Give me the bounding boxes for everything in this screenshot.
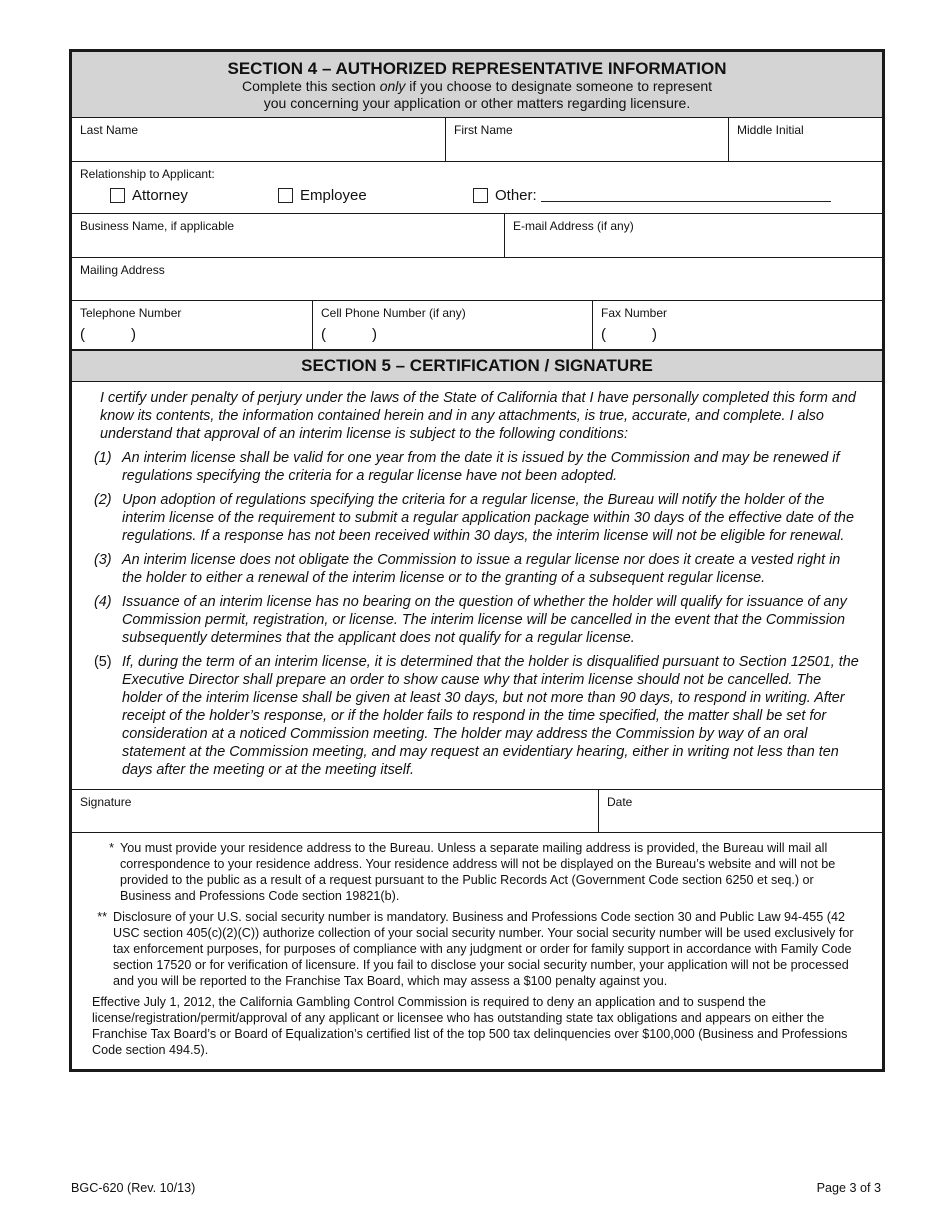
business-name-label: Business Name, if applicable [80, 219, 235, 233]
middle-initial-label: Middle Initial [737, 123, 804, 137]
section5-title: SECTION 5 – CERTIFICATION / SIGNATURE [301, 356, 653, 375]
email-label: E-mail Address (if any) [513, 219, 634, 233]
certification-intro: I certify under penalty of perjury under the laws of the State of California that I have personally completed this form and know its contents, the information contained herein and in any attachments, is true, accurate, and complete. I also understand that approval of an interim license is subject to the following conditions: [100, 390, 856, 442]
email-field[interactable] [505, 214, 882, 257]
condition-text: Issuance of an interim license has no bearing on the question of whether the holder will qualify for issuance of any Commission permit, registration, or license. The interim license will be cancelled in the event that the Commission subsequently determines that the applicant does not qualify for a regular license. [122, 594, 847, 646]
condition-number: (2) [94, 492, 112, 508]
condition-number: (4) [94, 594, 112, 610]
employee-checkbox[interactable] [278, 188, 293, 203]
condition-item [94, 449, 862, 485]
date-field[interactable] [599, 790, 882, 832]
relationship-options [80, 187, 874, 208]
cell-phone-area-code [321, 326, 584, 343]
phone-row [72, 301, 882, 349]
relationship-label: Relationship to Applicant: [80, 167, 215, 181]
telephone-label: Telephone Number [80, 306, 182, 320]
section4-subtitle-post: if you choose to designate someone to represent [405, 78, 713, 94]
condition-text: Upon adoption of regulations specifying the criteria for a regular license, the Bureau will notify the holder of the interim license of the requirement to submit a regular application package within 30 days of the effective date of the regulations. If a response has not been received within 30 days, the interim license will not be eligible for renewal. [122, 492, 854, 544]
condition-item [94, 653, 862, 779]
footnote-text: You must provide your residence address to the Bureau. Unless a separate mailing address is provided, the Bureau will mail all correspondence to your residence address. Your residence address will not be displayed on the Bureau’s website and will not be provided to the public as a result of a request pursuant to the Public Records Act (Government Code section 6250 et seq.) or Business and Professions Code section 19821(b). [120, 841, 836, 903]
first-name-field[interactable] [446, 118, 729, 161]
footnote-text: Effective July 1, 2012, the California Gambling Control Commission is required to deny an application and to suspend the license/registration/permit/approval of any applicant or licensee who has outstanding state tax obligations and appears on either the Franchise Tax Board’s or Board of Equalization’s certified list of the top 500 tax delinquencies over $100,000 (Business and Professions Code section 494.5). [92, 995, 848, 1057]
signature-field[interactable] [72, 790, 599, 832]
mailing-address-label: Mailing Address [80, 263, 165, 277]
telephone-paren-close: ) [131, 326, 136, 343]
other-input-line[interactable] [541, 189, 831, 202]
telephone-paren-open: ( [80, 326, 85, 343]
fax-label: Fax Number [601, 306, 668, 320]
section4-subtitle-em: only [379, 78, 406, 94]
condition-text: An interim license does not obligate the Commission to issue a regular license nor does it create a vested right in the holder to either a renewal of the interim license or to the granting of a subsequent regular license. [122, 552, 841, 586]
first-name-label: First Name [454, 123, 513, 137]
mailing-row [72, 258, 882, 301]
certification-text [72, 382, 882, 790]
cell-phone-field[interactable] [313, 301, 593, 349]
footnote-tax [92, 994, 854, 1058]
telephone-area-code [80, 326, 304, 343]
footnotes [72, 833, 882, 1069]
condition-number: (3) [94, 552, 112, 568]
cell-phone-label: Cell Phone Number (if any) [321, 306, 466, 320]
telephone-field[interactable] [72, 301, 313, 349]
employee-label: Employee [300, 187, 367, 204]
fax-area-code [601, 326, 874, 343]
last-name-field[interactable] [72, 118, 446, 161]
condition-text: If, during the term of an interim license, it is determined that the holder is disqualified pursuant to Section 12501, the Executive Director shall prepare an order to show cause why that interim license should not be cancelled. The holder of the interim license shall be given at least 30 days, but not more than 90 days, to respond in writing. After receipt of the holder’s response, or if the holder fails to respond in the time specified, the matter shall be set for consideration at a noticed Commission meeting. The holder may address the Commission by way of an oral statement at the Commission meeting, and may request an evidentiary hearing, either in writing not less than ten days after the meeting or at the meeting itself. [122, 654, 859, 778]
signature-row [72, 790, 882, 833]
condition-item [94, 491, 862, 545]
section4-subtitle-pre: Complete this section [241, 78, 380, 94]
relationship-row [72, 162, 882, 214]
section4-title: SECTION 4 – AUTHORIZED REPRESENTATIVE INFORMATION [227, 59, 727, 78]
mailing-address-field[interactable] [72, 258, 882, 300]
employee-option[interactable] [278, 187, 367, 204]
attorney-checkbox[interactable] [110, 188, 125, 203]
page-number: Page 3 of 3 [816, 1181, 881, 1195]
other-label: Other: [495, 187, 537, 204]
footnote-mark: ** [97, 910, 107, 924]
cell-paren-open: ( [321, 326, 326, 343]
attorney-label: Attorney [132, 187, 188, 204]
form-container [69, 49, 885, 1072]
form-id: BGC-620 (Rev. 10/13) [71, 1181, 196, 1195]
business-row [72, 214, 882, 258]
fax-paren-close: ) [652, 326, 657, 343]
date-label: Date [607, 795, 633, 809]
middle-initial-field[interactable] [729, 118, 882, 161]
fax-paren-open: ( [601, 326, 606, 343]
attorney-option[interactable] [110, 187, 188, 204]
condition-number: (1) [94, 450, 112, 466]
other-checkbox[interactable] [473, 188, 488, 203]
condition-text: An interim license shall be valid for one year from the date it is issued by the Commission and may be renewed if regulations specifying the criteria for a regular license have not been adopted. [122, 450, 840, 484]
section4-header [72, 52, 882, 118]
last-name-label: Last Name [80, 123, 139, 137]
other-option[interactable] [473, 187, 831, 204]
section4-subtitle [72, 78, 882, 95]
section4-subtitle-line2: you concerning your application or other matters regarding licensure. [263, 95, 691, 111]
footnote-residence [92, 840, 854, 904]
footnote-ssn [92, 909, 854, 989]
section5-header [72, 349, 882, 382]
fax-field[interactable] [593, 301, 882, 349]
signature-label: Signature [80, 795, 132, 809]
business-name-field[interactable] [72, 214, 505, 257]
footnote-mark: * [109, 841, 114, 855]
condition-number: (5) [94, 654, 112, 670]
footnote-text: Disclosure of your U.S. social security number is mandatory. Business and Professions Code section 30 and Public Law 94-455 (42 USC section 405(c)(2)(C)) authorize collection of your social security number. Your social security number will be used exclusively for tax enforcement purposes, for purposes of compliance with any judgment or order for family support in accordance with Family Code section 17520 or for verification of licensure. If you fail to disclose your social security number, your application will not be processed and you will be reported to the Franchise Tax Board, which may assess a $100 penalty against you. [113, 910, 854, 988]
name-row [72, 118, 882, 162]
condition-item [94, 551, 862, 587]
condition-item [94, 593, 862, 647]
cell-paren-close: ) [372, 326, 377, 343]
